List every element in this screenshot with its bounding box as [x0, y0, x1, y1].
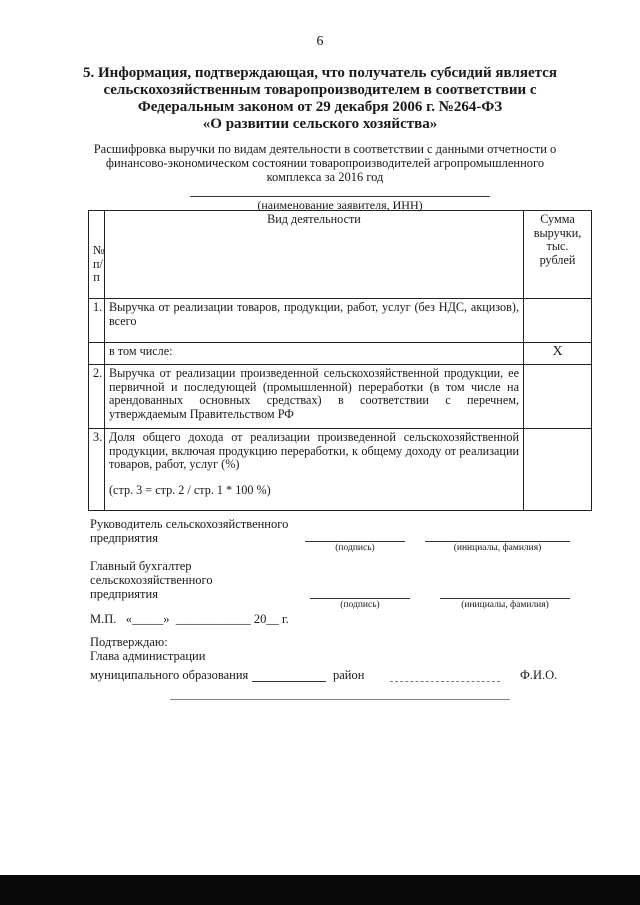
- head-signature-line: [305, 541, 405, 542]
- table-header-row: [89, 211, 592, 299]
- scan-edge-shadow: [0, 875, 640, 905]
- page-number: 6: [316, 34, 324, 49]
- table-row: [89, 429, 592, 511]
- section-heading: [80, 65, 560, 133]
- heading-line: 5. Информация, подтверждающая, что получатель субсидий является: [83, 65, 557, 81]
- header-number: № п/п: [89, 211, 105, 299]
- subtitle: [90, 142, 560, 184]
- accountant-title-line: сельскохозяйственного: [90, 573, 213, 587]
- fio-label: Ф.И.О.: [520, 668, 558, 682]
- row-text-cell: [105, 429, 524, 511]
- stamp-date-line: М.П. «_____» ____________ 20__ г.: [90, 612, 289, 626]
- revenue-table: [88, 210, 592, 511]
- head-title: [90, 517, 288, 545]
- accountant-initials-caption: (инициалы, фамилия): [461, 600, 549, 610]
- head-title-line: Руководитель сельскохозяйственного: [90, 517, 289, 531]
- table-row: [89, 299, 592, 343]
- table-row: [89, 343, 592, 365]
- heading-line: Федеральным законом от 29 декабря 2006 г. №264-ФЗ: [137, 99, 503, 115]
- applicant-field-line: [190, 196, 490, 197]
- accountant-signature-caption: (подпись): [340, 600, 380, 610]
- head-initials-caption: (инициалы, фамилия): [453, 543, 542, 553]
- header-sum: Сумма выручки, тыс. рублей: [524, 211, 592, 299]
- row-formula: (стр. 3 = стр. 2 / стр. 1 * 100 %): [109, 482, 271, 497]
- row-number: 1.: [89, 299, 105, 343]
- head-signature-caption: (подпись): [335, 543, 375, 553]
- row-number: [89, 343, 105, 365]
- confirm-label: Подтверждаю:: [90, 635, 168, 649]
- row-value: X: [524, 343, 592, 365]
- applicant-caption: (наименование заявителя, ИНН): [257, 198, 423, 212]
- fio-field-line: [390, 681, 500, 682]
- header-activity: Вид деятельности: [105, 211, 524, 299]
- row-text: Выручка от реализации произведенной сельскохозяйственной продукции, ее первичной и последующей (промышленной) переработки (в том числе на арендованных основных средствах) в соответствии с перечнем, утверждаемым Правительством РФ: [105, 365, 524, 429]
- accountant-title: [90, 559, 213, 601]
- head-title-line: предприятия: [90, 531, 158, 545]
- row-number: 3.: [89, 429, 105, 511]
- municipal-field-line: [252, 681, 326, 682]
- accountant-signature-line: [310, 598, 410, 599]
- admin-head-label: Глава администрации: [90, 649, 206, 663]
- row-number: 2.: [89, 365, 105, 429]
- row-value: [524, 365, 592, 429]
- accountant-initials-line: [440, 598, 570, 599]
- row-text: в том числе:: [105, 343, 524, 365]
- district-label: район: [333, 668, 365, 682]
- municipal-label: муниципального образования: [90, 668, 249, 682]
- subtitle-line: Расшифровка выручки по видам деятельности в соответствии с данными отчетности о: [93, 142, 557, 156]
- subtitle-line: комплекса за 2016 год: [266, 170, 384, 184]
- row-value: [524, 429, 592, 511]
- row-value: [524, 299, 592, 343]
- heading-line: «О развитии сельского хозяйства»: [202, 116, 438, 132]
- head-initials-line: [425, 541, 570, 542]
- heading-line: сельскохозяйственным товаропроизводителем в соответствии с: [103, 82, 537, 98]
- subtitle-line: финансово-экономическом состоянии товаропроизводителей агропромышленного: [105, 156, 545, 170]
- table-row: [89, 365, 592, 429]
- accountant-title-line: Главный бухгалтер: [90, 559, 192, 573]
- row-text: Выручка от реализации товаров, продукции, работ, услуг (без НДС, акцизов), всего: [105, 299, 524, 343]
- accountant-title-line: предприятия: [90, 587, 158, 601]
- row-text: Доля общего дохода от реализации произведенной сельскохозяйственной продукции, включая продукцию переработки, к общему доходу от реализации товаров, работ, услуг (%): [109, 430, 519, 471]
- footer-rule: [170, 699, 510, 700]
